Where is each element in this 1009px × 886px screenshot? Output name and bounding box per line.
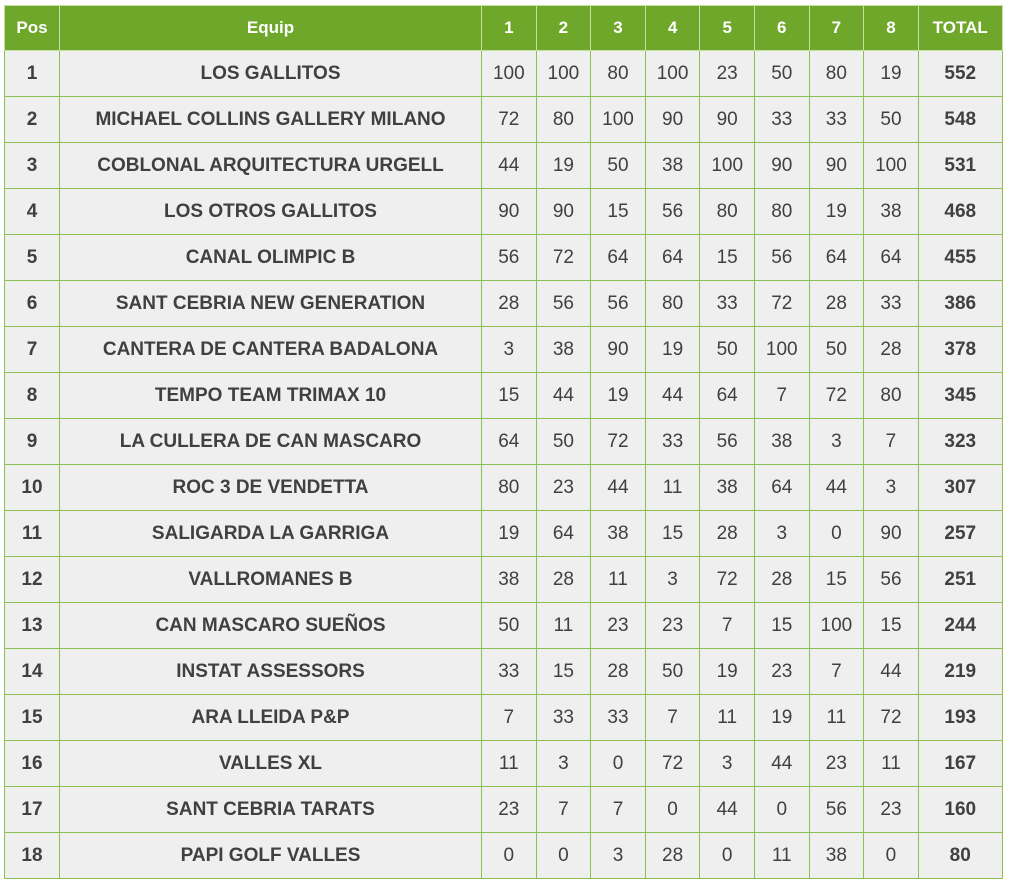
- round-2-score-cell: 100: [536, 51, 591, 97]
- table-row: [5, 787, 1003, 833]
- round-7-score-cell: 19: [809, 189, 864, 235]
- round-8-score-cell: 33: [864, 281, 919, 327]
- round-8-score-cell: 7: [864, 419, 919, 465]
- round-8-score-cell: 15: [864, 603, 919, 649]
- header-round-6: 6: [754, 6, 809, 51]
- table-row: [5, 833, 1003, 879]
- position-cell: 15: [5, 695, 60, 741]
- team-name-cell: SANT CEBRIA TARATS: [60, 787, 482, 833]
- round-1-score-cell: 7: [482, 695, 537, 741]
- round-7-score-cell: 0: [809, 511, 864, 557]
- round-3-score-cell: 72: [591, 419, 646, 465]
- round-7-score-cell: 64: [809, 235, 864, 281]
- round-7-score-cell: 90: [809, 143, 864, 189]
- total-score-cell: 552: [918, 51, 1002, 97]
- round-6-score-cell: 100: [754, 327, 809, 373]
- round-1-score-cell: 3: [482, 327, 537, 373]
- position-cell: 3: [5, 143, 60, 189]
- round-3-score-cell: 90: [591, 327, 646, 373]
- position-cell: 14: [5, 649, 60, 695]
- table-row: [5, 465, 1003, 511]
- round-1-score-cell: 38: [482, 557, 537, 603]
- total-score-cell: 386: [918, 281, 1002, 327]
- position-cell: 5: [5, 235, 60, 281]
- round-7-score-cell: 72: [809, 373, 864, 419]
- round-2-score-cell: 56: [536, 281, 591, 327]
- round-6-score-cell: 50: [754, 51, 809, 97]
- round-5-score-cell: 56: [700, 419, 755, 465]
- total-score-cell: 468: [918, 189, 1002, 235]
- total-score-cell: 345: [918, 373, 1002, 419]
- header-team: Equip: [60, 6, 482, 51]
- round-1-score-cell: 28: [482, 281, 537, 327]
- round-6-score-cell: 23: [754, 649, 809, 695]
- table-row: [5, 281, 1003, 327]
- table-body: [5, 51, 1003, 879]
- team-name-cell: LOS OTROS GALLITOS: [60, 189, 482, 235]
- total-score-cell: 193: [918, 695, 1002, 741]
- round-1-score-cell: 19: [482, 511, 537, 557]
- table-row: [5, 557, 1003, 603]
- round-1-score-cell: 11: [482, 741, 537, 787]
- round-1-score-cell: 15: [482, 373, 537, 419]
- round-1-score-cell: 90: [482, 189, 537, 235]
- header-round-3: 3: [591, 6, 646, 51]
- team-name-cell: VALLES XL: [60, 741, 482, 787]
- round-3-score-cell: 44: [591, 465, 646, 511]
- round-3-score-cell: 0: [591, 741, 646, 787]
- round-5-score-cell: 33: [700, 281, 755, 327]
- header-round-4: 4: [645, 6, 700, 51]
- round-6-score-cell: 33: [754, 97, 809, 143]
- round-4-score-cell: 72: [645, 741, 700, 787]
- round-8-score-cell: 28: [864, 327, 919, 373]
- header-row: [5, 6, 1003, 51]
- team-name-cell: SALIGARDA LA GARRIGA: [60, 511, 482, 557]
- team-name-cell: PAPI GOLF VALLES: [60, 833, 482, 879]
- round-4-score-cell: 33: [645, 419, 700, 465]
- table-row: [5, 649, 1003, 695]
- header-round-2: 2: [536, 6, 591, 51]
- table-row: [5, 695, 1003, 741]
- round-8-score-cell: 100: [864, 143, 919, 189]
- round-6-score-cell: 44: [754, 741, 809, 787]
- round-1-score-cell: 100: [482, 51, 537, 97]
- round-2-score-cell: 28: [536, 557, 591, 603]
- round-8-score-cell: 80: [864, 373, 919, 419]
- round-8-score-cell: 44: [864, 649, 919, 695]
- round-1-score-cell: 44: [482, 143, 537, 189]
- total-score-cell: 531: [918, 143, 1002, 189]
- round-7-score-cell: 33: [809, 97, 864, 143]
- round-5-score-cell: 44: [700, 787, 755, 833]
- round-8-score-cell: 64: [864, 235, 919, 281]
- round-2-score-cell: 44: [536, 373, 591, 419]
- total-score-cell: 160: [918, 787, 1002, 833]
- header-pos: Pos: [5, 6, 60, 51]
- total-score-cell: 251: [918, 557, 1002, 603]
- round-8-score-cell: 23: [864, 787, 919, 833]
- team-name-cell: INSTAT ASSESSORS: [60, 649, 482, 695]
- team-name-cell: TEMPO TEAM TRIMAX 10: [60, 373, 482, 419]
- round-3-score-cell: 23: [591, 603, 646, 649]
- round-6-score-cell: 19: [754, 695, 809, 741]
- round-1-score-cell: 33: [482, 649, 537, 695]
- round-4-score-cell: 50: [645, 649, 700, 695]
- round-4-score-cell: 7: [645, 695, 700, 741]
- position-cell: 2: [5, 97, 60, 143]
- table-row: [5, 97, 1003, 143]
- table-row: [5, 373, 1003, 419]
- round-5-score-cell: 23: [700, 51, 755, 97]
- round-6-score-cell: 38: [754, 419, 809, 465]
- round-2-score-cell: 0: [536, 833, 591, 879]
- round-2-score-cell: 50: [536, 419, 591, 465]
- round-6-score-cell: 0: [754, 787, 809, 833]
- position-cell: 9: [5, 419, 60, 465]
- table-row: [5, 511, 1003, 557]
- team-name-cell: VALLROMANES B: [60, 557, 482, 603]
- position-cell: 18: [5, 833, 60, 879]
- round-6-score-cell: 3: [754, 511, 809, 557]
- standings-table-container: [4, 5, 1003, 879]
- table-row: [5, 143, 1003, 189]
- round-6-score-cell: 15: [754, 603, 809, 649]
- round-5-score-cell: 100: [700, 143, 755, 189]
- position-cell: 4: [5, 189, 60, 235]
- round-5-score-cell: 19: [700, 649, 755, 695]
- round-2-score-cell: 90: [536, 189, 591, 235]
- round-7-score-cell: 23: [809, 741, 864, 787]
- round-6-score-cell: 90: [754, 143, 809, 189]
- team-name-cell: CANTERA DE CANTERA BADALONA: [60, 327, 482, 373]
- round-3-score-cell: 80: [591, 51, 646, 97]
- round-5-score-cell: 28: [700, 511, 755, 557]
- round-6-score-cell: 72: [754, 281, 809, 327]
- round-2-score-cell: 7: [536, 787, 591, 833]
- round-3-score-cell: 19: [591, 373, 646, 419]
- round-3-score-cell: 7: [591, 787, 646, 833]
- round-3-score-cell: 38: [591, 511, 646, 557]
- round-2-score-cell: 64: [536, 511, 591, 557]
- round-1-score-cell: 72: [482, 97, 537, 143]
- total-score-cell: 548: [918, 97, 1002, 143]
- round-3-score-cell: 15: [591, 189, 646, 235]
- team-name-cell: CAN MASCARO SUEÑOS: [60, 603, 482, 649]
- table-row: [5, 51, 1003, 97]
- round-7-score-cell: 56: [809, 787, 864, 833]
- round-8-score-cell: 56: [864, 557, 919, 603]
- round-7-score-cell: 38: [809, 833, 864, 879]
- round-3-score-cell: 56: [591, 281, 646, 327]
- round-5-score-cell: 38: [700, 465, 755, 511]
- round-3-score-cell: 33: [591, 695, 646, 741]
- header-round-5: 5: [700, 6, 755, 51]
- total-score-cell: 244: [918, 603, 1002, 649]
- total-score-cell: 307: [918, 465, 1002, 511]
- position-cell: 1: [5, 51, 60, 97]
- team-name-cell: SANT CEBRIA NEW GENERATION: [60, 281, 482, 327]
- round-4-score-cell: 0: [645, 787, 700, 833]
- position-cell: 6: [5, 281, 60, 327]
- team-name-cell: CANAL OLIMPIC B: [60, 235, 482, 281]
- round-2-score-cell: 80: [536, 97, 591, 143]
- round-3-score-cell: 11: [591, 557, 646, 603]
- round-1-score-cell: 64: [482, 419, 537, 465]
- table-row: [5, 741, 1003, 787]
- round-4-score-cell: 28: [645, 833, 700, 879]
- round-8-score-cell: 11: [864, 741, 919, 787]
- team-name-cell: MICHAEL COLLINS GALLERY MILANO: [60, 97, 482, 143]
- position-cell: 10: [5, 465, 60, 511]
- round-1-score-cell: 23: [482, 787, 537, 833]
- total-score-cell: 167: [918, 741, 1002, 787]
- total-score-cell: 323: [918, 419, 1002, 465]
- round-1-score-cell: 50: [482, 603, 537, 649]
- round-5-score-cell: 90: [700, 97, 755, 143]
- round-5-score-cell: 64: [700, 373, 755, 419]
- round-7-score-cell: 100: [809, 603, 864, 649]
- round-8-score-cell: 0: [864, 833, 919, 879]
- round-1-score-cell: 0: [482, 833, 537, 879]
- round-4-score-cell: 38: [645, 143, 700, 189]
- position-cell: 16: [5, 741, 60, 787]
- round-5-score-cell: 15: [700, 235, 755, 281]
- round-8-score-cell: 72: [864, 695, 919, 741]
- round-6-score-cell: 80: [754, 189, 809, 235]
- round-7-score-cell: 15: [809, 557, 864, 603]
- round-5-score-cell: 0: [700, 833, 755, 879]
- round-5-score-cell: 11: [700, 695, 755, 741]
- round-6-score-cell: 64: [754, 465, 809, 511]
- standings-table: [4, 5, 1003, 879]
- header-total: TOTAL: [918, 6, 1002, 51]
- round-4-score-cell: 19: [645, 327, 700, 373]
- round-7-score-cell: 44: [809, 465, 864, 511]
- team-name-cell: ROC 3 DE VENDETTA: [60, 465, 482, 511]
- table-row: [5, 235, 1003, 281]
- round-4-score-cell: 64: [645, 235, 700, 281]
- total-score-cell: 80: [918, 833, 1002, 879]
- round-1-score-cell: 56: [482, 235, 537, 281]
- team-name-cell: COBLONAL ARQUITECTURA URGELL: [60, 143, 482, 189]
- position-cell: 7: [5, 327, 60, 373]
- round-1-score-cell: 80: [482, 465, 537, 511]
- round-2-score-cell: 19: [536, 143, 591, 189]
- round-5-score-cell: 3: [700, 741, 755, 787]
- round-6-score-cell: 56: [754, 235, 809, 281]
- round-5-score-cell: 80: [700, 189, 755, 235]
- round-5-score-cell: 7: [700, 603, 755, 649]
- round-2-score-cell: 15: [536, 649, 591, 695]
- round-4-score-cell: 56: [645, 189, 700, 235]
- round-2-score-cell: 11: [536, 603, 591, 649]
- team-name-cell: LA CULLERA DE CAN MASCARO: [60, 419, 482, 465]
- round-2-score-cell: 72: [536, 235, 591, 281]
- position-cell: 17: [5, 787, 60, 833]
- round-3-score-cell: 64: [591, 235, 646, 281]
- round-3-score-cell: 100: [591, 97, 646, 143]
- round-2-score-cell: 38: [536, 327, 591, 373]
- round-6-score-cell: 11: [754, 833, 809, 879]
- round-8-score-cell: 3: [864, 465, 919, 511]
- header-round-8: 8: [864, 6, 919, 51]
- round-4-score-cell: 44: [645, 373, 700, 419]
- team-name-cell: LOS GALLITOS: [60, 51, 482, 97]
- round-7-score-cell: 11: [809, 695, 864, 741]
- table-row: [5, 327, 1003, 373]
- table-row: [5, 189, 1003, 235]
- round-6-score-cell: 28: [754, 557, 809, 603]
- round-8-score-cell: 90: [864, 511, 919, 557]
- round-7-score-cell: 7: [809, 649, 864, 695]
- round-8-score-cell: 38: [864, 189, 919, 235]
- total-score-cell: 257: [918, 511, 1002, 557]
- round-4-score-cell: 90: [645, 97, 700, 143]
- round-8-score-cell: 19: [864, 51, 919, 97]
- round-5-score-cell: 72: [700, 557, 755, 603]
- table-row: [5, 419, 1003, 465]
- round-5-score-cell: 50: [700, 327, 755, 373]
- round-4-score-cell: 23: [645, 603, 700, 649]
- total-score-cell: 455: [918, 235, 1002, 281]
- header-round-1: 1: [482, 6, 537, 51]
- round-2-score-cell: 23: [536, 465, 591, 511]
- round-7-score-cell: 3: [809, 419, 864, 465]
- round-4-score-cell: 80: [645, 281, 700, 327]
- position-cell: 13: [5, 603, 60, 649]
- table-row: [5, 603, 1003, 649]
- total-score-cell: 378: [918, 327, 1002, 373]
- round-4-score-cell: 100: [645, 51, 700, 97]
- round-2-score-cell: 33: [536, 695, 591, 741]
- position-cell: 12: [5, 557, 60, 603]
- round-6-score-cell: 7: [754, 373, 809, 419]
- position-cell: 8: [5, 373, 60, 419]
- position-cell: 11: [5, 511, 60, 557]
- header-round-7: 7: [809, 6, 864, 51]
- round-7-score-cell: 28: [809, 281, 864, 327]
- round-3-score-cell: 28: [591, 649, 646, 695]
- table-header: [5, 6, 1003, 51]
- total-score-cell: 219: [918, 649, 1002, 695]
- round-4-score-cell: 3: [645, 557, 700, 603]
- round-4-score-cell: 15: [645, 511, 700, 557]
- round-4-score-cell: 11: [645, 465, 700, 511]
- round-7-score-cell: 80: [809, 51, 864, 97]
- round-2-score-cell: 3: [536, 741, 591, 787]
- team-name-cell: ARA LLEIDA P&P: [60, 695, 482, 741]
- round-3-score-cell: 3: [591, 833, 646, 879]
- round-3-score-cell: 50: [591, 143, 646, 189]
- round-8-score-cell: 50: [864, 97, 919, 143]
- round-7-score-cell: 50: [809, 327, 864, 373]
